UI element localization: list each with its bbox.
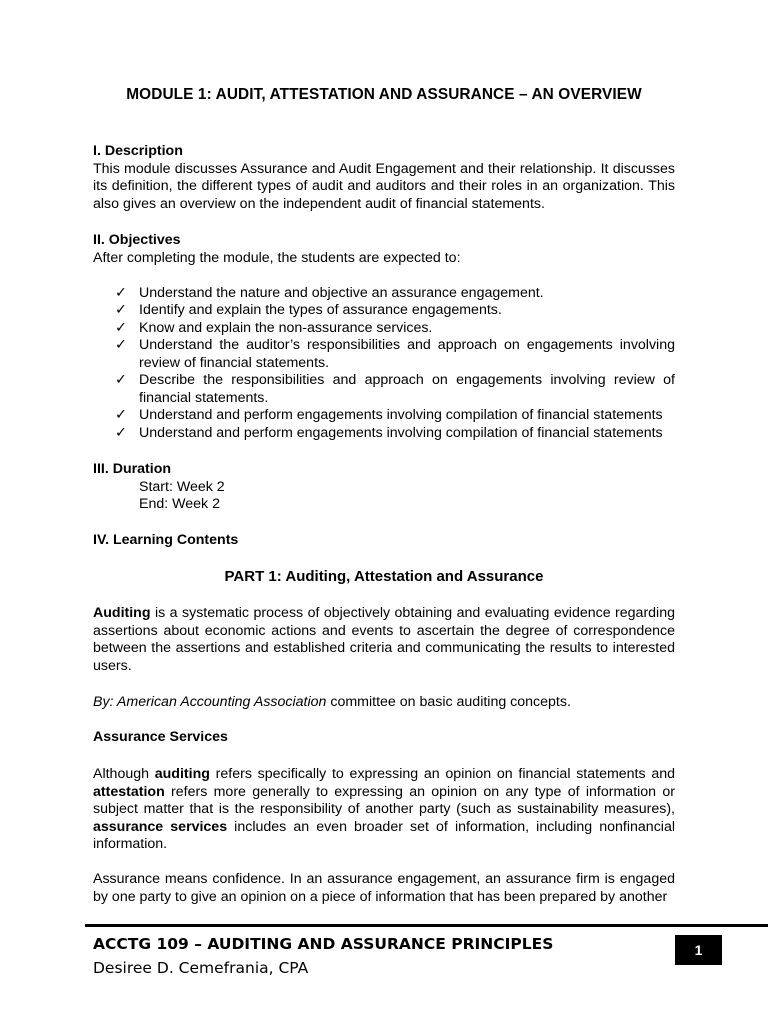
duration-start: Start: Week 2 — [139, 478, 225, 495]
duration-section — [93, 461, 675, 514]
page-number-badge: 1 — [675, 935, 722, 965]
assurance-services-section — [93, 729, 675, 747]
list-item: ✓ Identify and explain the types of assurance engagements. — [115, 302, 502, 318]
assurance-heading: Assurance Services — [93, 729, 228, 745]
check-icon: ✓ — [115, 302, 127, 318]
list-item: ✓ Understand and perform engagements involving compilation of financial statements — [115, 424, 663, 441]
footer-course-title: ACCTG 109 – AUDITING AND ASSURANCE PRINCIPLES — [93, 935, 554, 953]
source-italic: By: American Accounting Association — [93, 694, 327, 710]
learning-contents-section — [93, 532, 675, 550]
description-text: This module discusses Assurance and Audit Engagement and their relationship. It discusses its definition, the different types of audit and auditors and their roles in an organization. This also gives an overview on the independent audit of financial statements. — [93, 160, 675, 212]
check-icon: ✓ — [115, 319, 127, 336]
duration-end: End: Week 2 — [139, 496, 220, 512]
objectives-section — [93, 232, 675, 442]
check-icon: ✓ — [115, 407, 127, 423]
list-item: ✓ Describe the responsibilities and approach on engagements involving review of financial statements. — [115, 372, 675, 406]
check-icon: ✓ — [115, 372, 127, 388]
list-item: ✓ Understand and perform engagements involving compilation of financial statements — [115, 407, 663, 423]
learning-contents-heading: IV. Learning Contents — [93, 532, 239, 548]
module-title: MODULE 1: AUDIT, ATTESTATION AND ASSURANCE – AN OVERVIEW — [126, 86, 642, 103]
footer-divider — [85, 924, 768, 927]
description-section — [93, 143, 675, 213]
list-item: ✓ Know and explain the non-assurance services. — [115, 319, 433, 336]
check-icon: ✓ — [115, 337, 127, 353]
definition-source — [93, 694, 675, 712]
check-icon: ✓ — [115, 284, 127, 301]
list-item: ✓ Understand the auditor’s responsibilities and approach on engagements involving review of financial statements. — [115, 337, 675, 371]
list-item: ✓ Understand the nature and objective an assurance engagement. — [115, 284, 544, 301]
auditing-definition — [93, 605, 675, 675]
auditing-def: is a systematic process of objectively obtaining and evaluating evidence regarding assertions about economic actions and events to ascertain the degree of correspondence between the assertions and established criteria and communicating the results to interested users. — [93, 605, 675, 674]
description-heading: I. Description — [93, 143, 183, 159]
check-icon: ✓ — [115, 424, 127, 441]
assurance-paragraph: Although auditing refers specifically to expressing an opinion on financial statements and attestation refers more generally to expressing an opinion on any type of information or subject matter that is the responsibility of another party (such as sustainability measures), assurance services includes an even broader set of information, including nonfinancial information. — [93, 766, 676, 852]
objectives-heading: II. Objectives — [93, 232, 181, 248]
part-title: PART 1: Auditing, Attestation and Assurance — [224, 568, 544, 585]
objectives-intro: After completing the module, the students are expected to: — [93, 249, 461, 266]
duration-heading: III. Duration — [93, 461, 172, 477]
footer-author: Desiree D. Cemefrania, CPA — [93, 959, 309, 977]
objectives-list — [93, 285, 675, 443]
auditing-term: Auditing — [93, 605, 151, 621]
source-rest: committee on basic auditing concepts. — [326, 694, 571, 710]
confidence-paragraph: Assurance means confidence. In an assurance engagement, an assurance firm is engaged by one party to give an opinion on a piece of information that has been prepared by another — [93, 871, 675, 905]
